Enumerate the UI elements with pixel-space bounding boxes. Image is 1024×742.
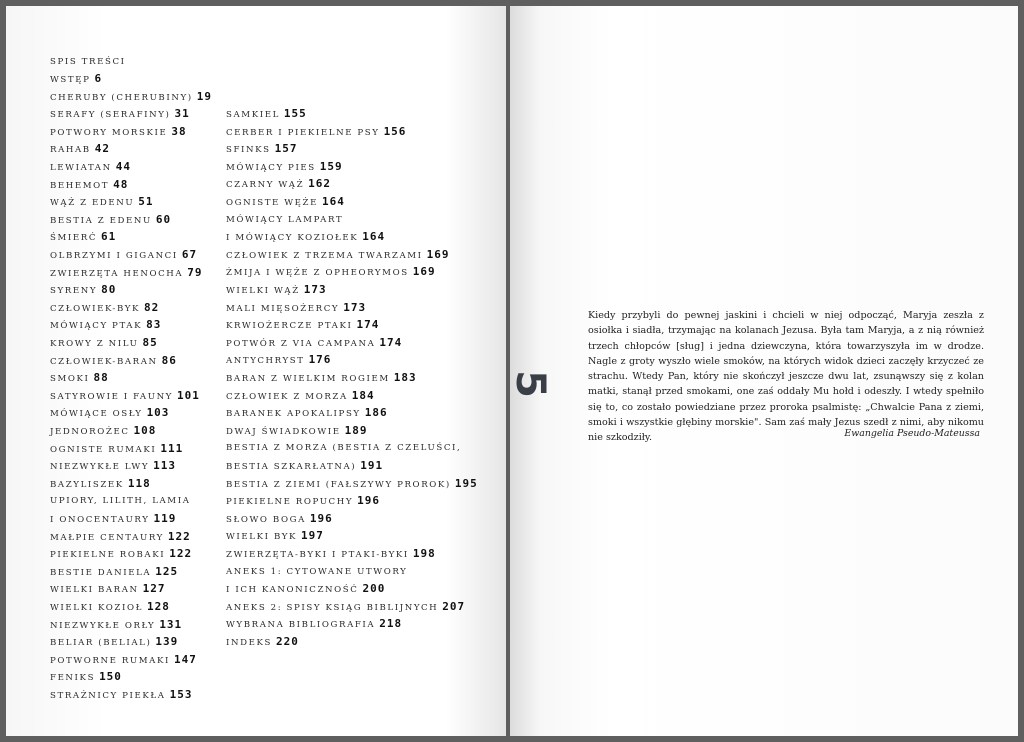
- toc-entry-label: ZWIERZĘTA HENOCHA: [50, 268, 184, 279]
- toc-entry: [226, 566, 407, 578]
- toc-entry: [50, 407, 169, 420]
- toc-entry: [226, 249, 450, 262]
- toc-entry-label: CZŁOWIEK Z MORZA: [226, 391, 348, 402]
- toc-entry-label: CZŁOWIEK-BARAN: [50, 356, 158, 367]
- toc-entry-label: ŚMIERĆ: [50, 233, 98, 244]
- toc-entry-label: CZARNY WĄŻ: [226, 180, 305, 191]
- toc-entry-label: SYRENY: [50, 286, 98, 297]
- epigraph-attribution: Ewangelia Pseudo-Mateussa: [844, 428, 980, 439]
- toc-entry: [50, 513, 176, 526]
- toc-entry: [50, 284, 116, 297]
- toc-entry: [50, 214, 171, 227]
- toc-entry: [50, 601, 170, 614]
- toc-entry-page-number: 200: [362, 582, 386, 596]
- toc-entry-page-number: 139: [155, 635, 179, 649]
- toc-entry-label: POTWORNE RUMAKI: [50, 655, 170, 666]
- toc-entry-page-number: 113: [153, 459, 176, 473]
- toc-entry: [50, 583, 166, 596]
- toc-entry: [50, 689, 192, 702]
- toc-entry-label: ANEKS 1: CYTOWANE UTWORY: [226, 566, 408, 577]
- left-page: [6, 6, 506, 736]
- toc-entry-label: ANTYCHRYST: [226, 356, 305, 367]
- toc-entry: [226, 108, 307, 121]
- toc-entry-label: OLBRZYMI I GIGANCI: [50, 251, 178, 261]
- toc-entry-page-number: 82: [144, 300, 160, 314]
- toc-entry-label: FENIKS: [50, 673, 96, 684]
- toc-entry: [50, 108, 190, 121]
- toc-entry: [50, 443, 183, 456]
- toc-entry-page-number: 155: [283, 107, 307, 120]
- toc-entry-label: INDEKS: [226, 638, 272, 648]
- toc-entry-page-number: 111: [160, 441, 184, 455]
- toc-entry-label: BESTIE DANIELA: [50, 567, 152, 578]
- toc-entry-label: MAŁPIE CENTAURY: [50, 532, 164, 543]
- toc-heading: SPIS TREŚCI: [50, 57, 126, 67]
- toc-entry-page-number: 38: [171, 124, 187, 138]
- toc-entry-page-number: 103: [146, 406, 170, 420]
- toc-entry-page-number: 191: [360, 459, 384, 472]
- toc-entry-label: KROWY Z NILU: [50, 339, 139, 349]
- toc-entry-label: SAMKIEL: [226, 110, 280, 120]
- toc-entry: [226, 583, 385, 596]
- toc-entry-page-number: 195: [454, 476, 478, 490]
- toc-entry: [226, 548, 436, 561]
- toc-entry-page-number: 125: [155, 564, 179, 578]
- toc-entry-page-number: 207: [442, 599, 466, 613]
- toc-entry: [50, 619, 182, 632]
- toc-entry-page-number: 147: [173, 652, 197, 666]
- toc-entry-page-number: 86: [161, 353, 177, 367]
- toc-entry-page-number: 198: [412, 547, 436, 560]
- toc-entry-label: WIELKI WĄŻ: [226, 286, 300, 296]
- toc-entry: [50, 531, 191, 544]
- toc-entry-page-number: 83: [146, 318, 162, 332]
- toc-entry-page-number: 173: [343, 300, 367, 314]
- toc-entry-page-number: 174: [356, 318, 380, 332]
- toc-entry-label: BESTIA Z ZIEMI (FAŁSZYWY PROROK): [226, 479, 451, 490]
- toc-entry-page-number: 196: [309, 511, 333, 525]
- toc-entry: [226, 231, 385, 244]
- toc-entry: [50, 73, 102, 86]
- toc-entry-label: SŁOWO BOGA: [226, 514, 306, 525]
- toc-entry-label: CHERUBY (CHERUBINY): [50, 92, 193, 103]
- toc-entry: [226, 284, 327, 297]
- toc-entry-label: CERBER I PIEKIELNE PSY: [226, 127, 380, 138]
- toc-entry-page-number: 196: [357, 494, 380, 508]
- toc-entry: [50, 654, 197, 667]
- toc-entry: [50, 355, 177, 368]
- toc-entry-page-number: 44: [115, 160, 131, 173]
- toc-entry: [226, 530, 324, 543]
- toc-entry-label: DWAJ ŚWIADKOWIE: [226, 426, 341, 437]
- toc-entry-page-number: 60: [155, 212, 172, 226]
- toc-entry: [50, 126, 187, 139]
- toc-entry-label: SERAFY (SERAFINY): [50, 110, 171, 121]
- toc-entry-label: BESTIA SZKARŁATNA): [226, 462, 357, 472]
- toc-entry-page-number: 197: [301, 529, 324, 543]
- toc-entry: [50, 179, 128, 192]
- toc-entry-page-number: 88: [93, 371, 109, 385]
- toc-entry-label: ŻMIJA I WĘŻE Z OPHEORYMOS: [226, 268, 409, 279]
- toc-entry-label: ANEKS 2: SPISY KSIĄG BIBLIJNYCH: [226, 602, 439, 613]
- toc-entry: [226, 372, 417, 385]
- toc-entry-label: POTWÓR Z VIA CAMPANA: [226, 338, 376, 349]
- toc-entry-page-number: 169: [426, 247, 450, 261]
- toc-entry-page-number: 42: [94, 142, 110, 156]
- toc-entry-label: RAHAB: [50, 145, 91, 156]
- toc-entry-page-number: 176: [308, 353, 332, 367]
- toc-entry: [50, 460, 176, 473]
- toc-entry-page-number: 48: [113, 177, 129, 191]
- toc-entry-label: I MÓWIĄCY KOZIOŁEK: [226, 233, 359, 244]
- toc-entry-page-number: 131: [159, 617, 183, 631]
- toc-entry-page-number: 80: [101, 283, 117, 297]
- toc-entry: [50, 337, 158, 350]
- toc-entry-page-number: 162: [308, 177, 332, 191]
- toc-entry-page-number: 174: [379, 335, 403, 349]
- toc-entry-page-number: 67: [181, 248, 198, 261]
- toc-entry: [50, 548, 192, 561]
- toc-entry: [226, 143, 298, 156]
- toc-entry-page-number: 164: [322, 195, 345, 208]
- toc-entry-label: BEHEMOT: [50, 180, 110, 191]
- toc-entry-page-number: 164: [362, 230, 386, 244]
- toc-entry-label: UPIORY, LILITH, LAMIA: [50, 496, 191, 507]
- toc-entry-label: WIELKI BARAN: [50, 585, 139, 596]
- toc-entry: [226, 266, 436, 279]
- toc-entry-page-number: 128: [146, 600, 170, 613]
- toc-entry: [50, 478, 151, 491]
- toc-entry-label: BARAN Z WIELKIM ROGIEM: [226, 374, 390, 384]
- toc-entry: [226, 460, 383, 473]
- toc-entry: [50, 161, 131, 174]
- toc-entry: [226, 214, 343, 226]
- toc-entry-label: MÓWIĄCY PIES: [226, 162, 316, 173]
- toc-entry-page-number: 173: [303, 283, 327, 296]
- toc-entry-label: WĄŻ Z EDENU: [50, 198, 135, 209]
- toc-entry-label: BELIAR (BELIAL): [50, 638, 152, 649]
- toc-entry-label: WSTĘP: [50, 75, 91, 85]
- toc-entry: [226, 407, 388, 420]
- toc-entry-label: KRWIOŻERCZE PTAKI: [226, 321, 353, 332]
- toc-entry-label: LEWIATAN: [50, 163, 112, 173]
- toc-entry-page-number: 183: [393, 371, 417, 384]
- toc-entry-label: I ICH KANONICZNOŚĆ: [226, 585, 359, 596]
- toc-entry-label: BESTIA Z MORZA (BESTIA Z CZELUŚCI,: [226, 443, 462, 454]
- toc-entry-page-number: 127: [142, 582, 166, 596]
- toc-entry-label: BARANEK APOKALIPSY: [226, 409, 361, 420]
- toc-entry-page-number: 218: [379, 617, 403, 631]
- toc-entry: [226, 390, 375, 403]
- toc-entry-page-number: 51: [138, 195, 154, 209]
- toc-entry-page-number: 189: [344, 423, 368, 437]
- toc-entry-page-number: 122: [169, 547, 193, 561]
- toc-entry: [50, 91, 212, 104]
- toc-entry-label: I ONOCENTAURY: [50, 515, 150, 525]
- toc-entry-label: BAZYLISZEK: [50, 479, 124, 490]
- toc-entry-label: JEDNOROŻEC: [50, 427, 130, 437]
- toc-entry: [226, 618, 402, 631]
- toc-entry: [50, 495, 191, 507]
- toc-entry-page-number: 184: [351, 388, 375, 402]
- toc-entry: [226, 513, 333, 526]
- toc-entry-label: WIELKI BYK: [226, 532, 298, 543]
- toc-entry-label: POTWORY MORSKIE: [50, 127, 168, 138]
- toc-entry-label: PIEKIELNE ROPUCHY: [226, 497, 354, 508]
- toc-entry: [226, 319, 379, 332]
- toc-entry: [226, 478, 478, 491]
- epigraph-quote: Kiedy przybyli do pewnej jaskini i chcieli w niej odpocząć, Maryja zeszła z osiołka i siadła, trzymając na kolanach Jezusa. Była tam Maryja, a z nią również trzech chłopców [sług] i jedna dziewczyna, która towarzyszyła im w drodze. Nagle z groty wyszło wiele smoków, na których widok dzieci zaczęły krzyczeć ze strachu. Wtedy Pan, który nie skończył jeszcze dwu lat, zsunąwszy się z kolan matki, stanął przed smokami, one zaś oddały Mu hołd i odeszły. I wtedy spełniło się to, co zostało powiedziane przez proroka psalmistę: „Chwalcie Pana z ziemi, smoki i wszystkie głębiny morskie". Sam zaś mały Jezus szedł z nimi, aby nikomu nie szkodziły.: [588, 310, 984, 444]
- toc-entry: [226, 178, 331, 191]
- toc-entry-label: MALI MIĘSOŻERCY: [226, 303, 340, 314]
- toc-entry: [226, 196, 345, 209]
- toc-entry: [50, 196, 154, 209]
- toc-entry: [50, 319, 161, 332]
- toc-entry-page-number: 150: [99, 670, 122, 684]
- toc-entry-label: SATYROWIE I FAUNY: [50, 391, 173, 402]
- toc-entry: [50, 231, 116, 244]
- toc-entry: [226, 354, 331, 367]
- toc-entry-page-number: 31: [174, 107, 190, 121]
- toc-entry: [50, 425, 156, 438]
- toc-entry-page-number: 220: [276, 635, 299, 648]
- toc-entry: [50, 302, 159, 315]
- toc-entry: [226, 337, 402, 350]
- right-page: [507, 6, 1018, 736]
- toc-entry-page-number: 108: [133, 424, 157, 437]
- toc-entry: [226, 601, 465, 614]
- toc-entry-page-number: 159: [319, 159, 343, 173]
- toc-entry-page-number: 101: [176, 388, 200, 402]
- toc-entry-label: OGNISTE RUMAKI: [50, 444, 157, 455]
- toc-entry-label: WIELKI KOZIOŁ: [50, 603, 143, 613]
- toc-entry-page-number: 118: [127, 476, 151, 490]
- toc-entry-label: NIEZWYKŁE ORŁY: [50, 620, 156, 631]
- toc-entry: [226, 495, 380, 508]
- toc-entry: [50, 143, 110, 156]
- toc-entry-page-number: 61: [101, 230, 117, 244]
- toc-entry: [226, 425, 368, 438]
- toc-entry-page-number: 119: [153, 512, 177, 525]
- toc-entry: [50, 566, 178, 579]
- toc-entry: [226, 302, 366, 315]
- toc-entry-label: CZŁOWIEK Z TRZEMA TWARZAMI: [226, 250, 423, 261]
- toc-entry-page-number: 85: [142, 336, 158, 349]
- toc-entry-label: NIEZWYKŁE LWY: [50, 462, 150, 473]
- toc-entry-page-number: 6: [94, 72, 103, 85]
- toc-entry: [50, 249, 197, 262]
- toc-entry-label: MÓWIĄCY PTAK: [50, 321, 143, 332]
- toc-entry-label: ZWIERZĘTA-BYKI I PTAKI-BYKI: [226, 550, 409, 560]
- toc-entry-label: SFINKS: [226, 145, 271, 156]
- toc-entry: [226, 126, 406, 139]
- toc-entry-label: OGNISTE WĘŻE: [226, 198, 318, 208]
- toc-entry-page-number: 157: [274, 142, 298, 156]
- toc-entry: [50, 671, 122, 684]
- toc-entry-label: WYBRANA BIBLIOGRAFIA: [226, 620, 376, 631]
- toc-entry-page-number: 186: [364, 406, 388, 420]
- toc-entry: [50, 372, 109, 385]
- chapter-number: 5: [507, 370, 553, 398]
- toc-entry: [226, 442, 461, 454]
- toc-entry-label: STRAŻNICY PIEKŁA: [50, 691, 166, 701]
- toc-entry-page-number: 153: [169, 688, 193, 701]
- toc-entry: [226, 161, 343, 174]
- toc-entry: [50, 390, 200, 403]
- toc-entry-label: CZŁOWIEK-BYK: [50, 303, 140, 314]
- toc-entry: [226, 636, 299, 649]
- toc-entry-page-number: 122: [167, 529, 191, 543]
- toc-entry-label: PIEKIELNE ROBAKI: [50, 550, 166, 561]
- toc-entry-label: BESTIA Z EDENU: [50, 215, 152, 226]
- toc-entry-page-number: 79: [187, 265, 203, 279]
- toc-entry: [50, 636, 178, 649]
- toc-entry-label: MÓWIĄCE OSŁY: [50, 409, 143, 420]
- toc-entry-label: SMOKI: [50, 374, 90, 385]
- toc-entry-page-number: 156: [383, 124, 407, 138]
- toc-entry: [50, 267, 202, 280]
- toc-entry-page-number: 19: [196, 89, 212, 103]
- toc-entry-label: MÓWIĄCY LAMPART: [226, 214, 344, 225]
- toc-entry-page-number: 169: [412, 265, 436, 279]
